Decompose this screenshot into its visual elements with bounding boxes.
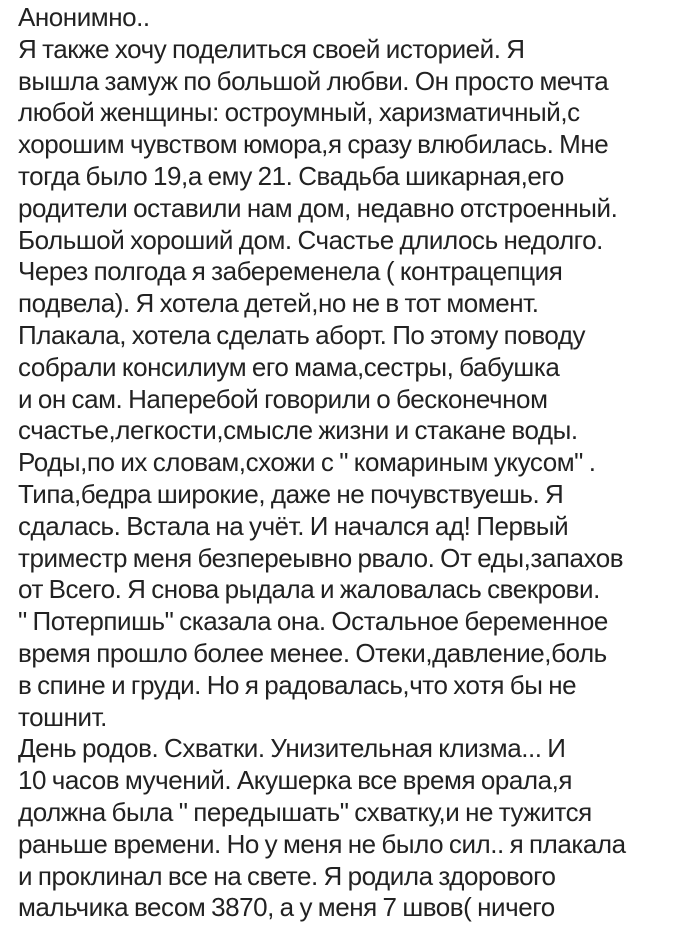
text-line: Я также хочу поделиться своей историей. Я <box>18 33 525 64</box>
text-line: тогда было 19,а ему 21. Свадьба шикарная,его <box>18 160 564 191</box>
text-line: счастье,легкости,смысле жизни и стакане воды. <box>18 415 578 446</box>
text-line: раньше времени. Но у меня не было сил.. я плакала <box>18 828 626 859</box>
text-line: и он сам. Наперебой говорили о бесконечном <box>18 383 548 414</box>
text-line: сдалась. Встала на учёт. И начался ад! Первый <box>18 510 569 541</box>
text-line: мальчика весом 3870, а у меня 7 швов( ничего <box>18 892 555 923</box>
text-line: от Всего. Я снова рыдала и жаловалась свекрови. <box>18 574 600 605</box>
text-line: хорошим чувством юмора,я сразу влюбилась. Мне <box>18 129 609 160</box>
text-line: " Потерпишь" сказала она. Остальное беременное <box>18 606 608 637</box>
text-line: Большой хороший дом. Счастье длилось недолго. <box>18 224 603 255</box>
text-line: вышла замуж по большой любви. Он просто мечта <box>18 65 609 96</box>
text-line: подвела). Я хотела детей,но не в тот момент. <box>18 288 539 319</box>
text-line: Через полгода я забеременела ( контрацепция <box>18 256 563 287</box>
text-line: Типа,бедра широкие, даже не почувствуешь. Я <box>18 478 564 509</box>
text-line: триместр меня безпереывно рвало. От еды,запахов <box>18 542 624 573</box>
text-line: Плакала, хотела сделать аборт. По этому поводу <box>18 319 586 350</box>
text-line: в спине и груди. Но я радовалась,что хотя бы не <box>18 669 577 700</box>
text-line: любой женщины: остроумный, харизматичный,с <box>18 97 580 128</box>
text-line: тошнит. <box>18 701 107 732</box>
post-text <box>18 2 698 924</box>
text-line: Роды,по их словам,схожи с " комариным укусом" . <box>18 447 596 478</box>
text-line: время прошло более менее. Отеки,давление,боль <box>18 637 607 668</box>
text-line: родители оставили нам дом, недавно отстроенный. <box>18 192 618 223</box>
post-author: Анонимно.. <box>18 2 150 32</box>
text-line: День родов. Схватки. Унизительная клизма... И <box>18 733 566 764</box>
text-line: и проклинал все на свете. Я родила здорового <box>18 860 556 891</box>
text-line: должна была " передышать" схватку,и не тужится <box>18 796 592 827</box>
text-line: 10 часов мучений. Акушерка все время орала,я <box>18 765 573 796</box>
text-line: собрали консилиум его мама,сестры, бабушка <box>18 351 560 382</box>
